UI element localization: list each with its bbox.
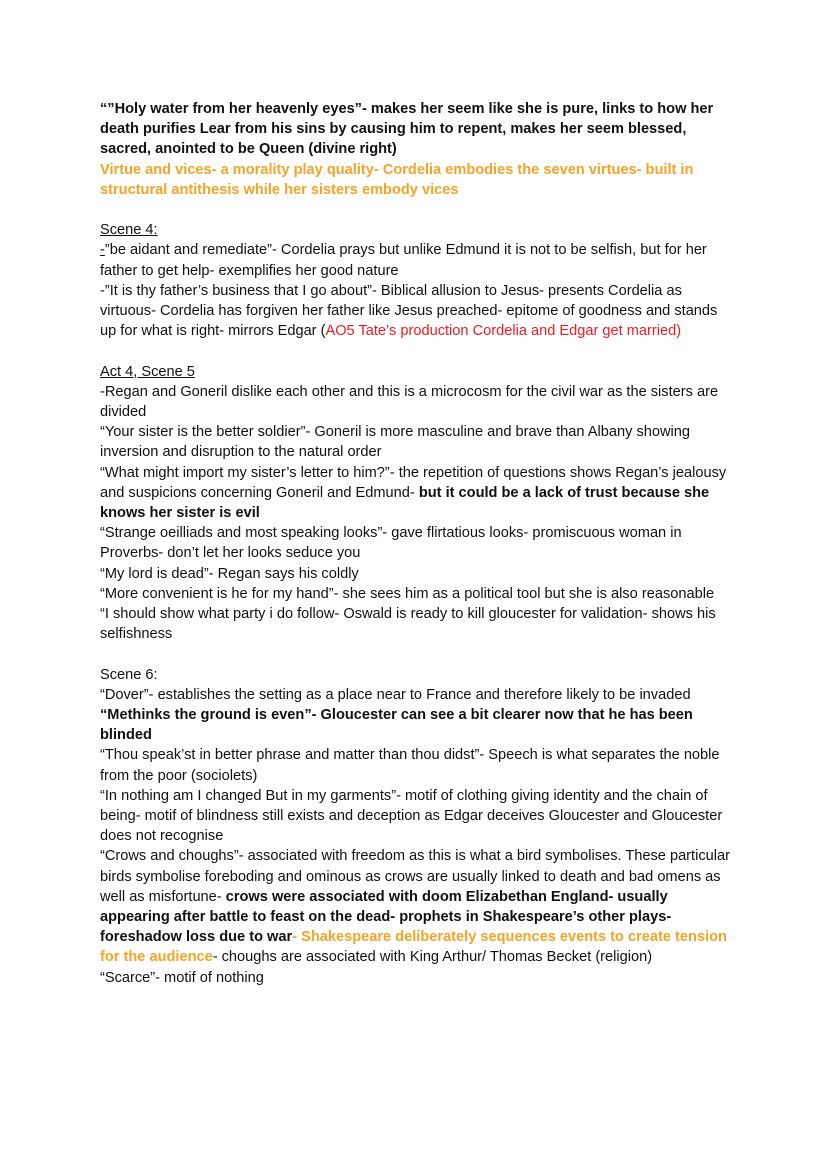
scene-4-heading: Scene 4: (100, 222, 158, 239)
scarce-paragraph: “Scarce”- motif of nothing (100, 969, 264, 986)
sisters-letter-paragraph (100, 463, 730, 524)
sisters-letter-text: “What might import my sister’s letter to him?”- the repetition of questions shows Regan’s jealousy and suspicions concerning Goneril and Edmund- (100, 464, 727, 501)
lord-is-dead-paragraph: “My lord is dead”- Regan says his coldly (100, 565, 359, 582)
better-phrase-paragraph: “Thou speak’st in better phrase and matter than thou didst”- Speech is what separates the noble from the poor (sociolets) (100, 747, 720, 784)
fathers-business-text: -”It is thy father’s business that I go about”- Biblical allusion to Jesus- presents Cordelia as virtuous- Cordelia has forgiven her father like Jesus preached- epitome of goodness and stands up for what is right- mirrors Edgar ( (100, 282, 718, 340)
oeilliads-paragraph: “Strange oeilliads and most speaking looks”- gave flirtatious looks- promiscuous woman in Proverbs- don’t let her looks seduce you (100, 525, 682, 562)
aidant-remediate-text: ”be aidant and remediate”- Cordelia prays but unlike Edmund it is not to be selfish, but for her father to get help- exemplifies her good nature (100, 242, 707, 279)
shakespeare-sequences-highlight: - Shakespeare deliberately sequences events to create tension for the audience (100, 929, 727, 966)
crows-choughs-paragraph (100, 846, 730, 967)
act-4-scene-5-heading: Act 4, Scene 5 (100, 363, 195, 380)
better-soldier-paragraph: “Your sister is the better soldier”- Goneril is more masculine and brave than Albany showing inversion and disruption to the natural order (100, 424, 690, 461)
choughs-king-arthur-text: - choughs are associated with King Arthur/ Thomas Becket (religion) (212, 949, 653, 966)
virtue-vices-paragraph: Virtue and vices- a morality play quality- Cordelia embodies the seven virtues- built in structural antithesis while her sisters embody vices (100, 161, 694, 198)
dash-marker: - (100, 242, 105, 259)
methinks-paragraph: “Methinks the ground is even”- Gloucester can see a bit clearer now that he has been blinded (100, 707, 693, 744)
garments-paragraph: “In nothing am I changed But in my garments”- motif of clothing giving identity and the chain of being- motif of blindness still exists and deception as Edgar deceives Gloucester and Gloucester does not recognise (100, 787, 723, 845)
crows-doom-bold: crows were associated with doom Elizabethan England- usually appearing after battle to feast on the dead- prophets in Shakespeare’s other plays- foreshadow loss due to war (100, 888, 672, 946)
spacer (100, 341, 730, 361)
what-party-paragraph: “I should show what party i do follow- Oswald is ready to kill gloucester for validation- shows his selfishness (100, 606, 716, 643)
dover-paragraph: “Dover”- establishes the setting as a place near to France and therefore likely to be invaded (100, 686, 691, 703)
regan-goneril-paragraph: -Regan and Goneril dislike each other and this is a microcosm for the civil war as the sisters are divided (100, 383, 719, 421)
ao5-tate-note: AO5 Tate’s production Cordelia and Edgar get married) (325, 323, 682, 340)
scene-6-heading: Scene 6: (100, 666, 158, 683)
holy-water-quote-paragraph: “”Holy water from her heavenly eyes”- makes her seem like she is pure, links to how her death purifies Lear from his sins by causing him to repent, makes her seem blessed, sacred, anointed to be Queen (divine right) (100, 101, 714, 158)
aidant-remediate-paragraph (100, 240, 730, 280)
more-convenient-paragraph: “More convenient is he for my hand”- she sees him as a political tool but she is also reasonable (100, 585, 715, 602)
spacer (100, 200, 730, 220)
spacer (100, 644, 730, 664)
fathers-business-paragraph (100, 281, 730, 342)
document-page (100, 99, 730, 988)
crows-choughs-text: “Crows and choughs”- associated with freedom as this is what a bird symbolises. These particular birds symbolise foreboding and ominous as crows are usually linked to death and bad omens as well as misfortune- (100, 848, 730, 905)
lack-of-trust-bold: but it could be a lack of trust because she knows her sister is evil (100, 484, 710, 522)
